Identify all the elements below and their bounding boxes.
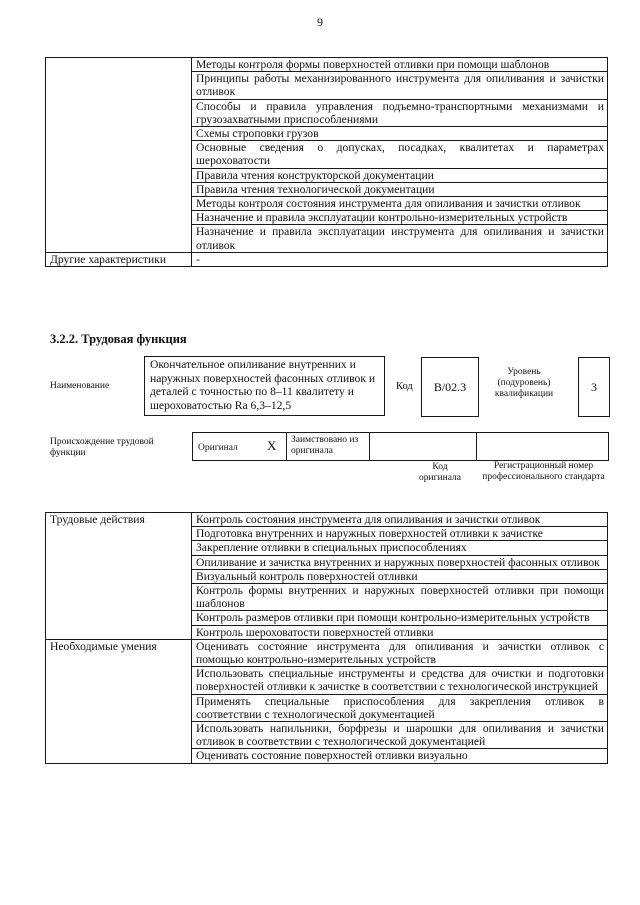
table-cell: Контроль шероховатости поверхностей отливки bbox=[192, 625, 608, 639]
table-row bbox=[46, 639, 608, 666]
table-cell: Методы контроля состояния инструмента для опиливания и зачистки отливок bbox=[192, 197, 608, 211]
table-cell: Закрепление отливки в специальных приспособлениях bbox=[192, 541, 608, 555]
row-label: Трудовые действия bbox=[46, 513, 192, 640]
table-cell: Методы контроля формы поверхностей отливки при помощи шаблонов bbox=[192, 58, 608, 72]
table-row bbox=[46, 58, 608, 72]
original-cell bbox=[193, 433, 287, 460]
table-cell: Схемы строповки грузов bbox=[192, 127, 608, 141]
origin-row bbox=[192, 432, 609, 461]
table-cell: Использовать напильники, борфрезы и шарошки для опиливания и зачистки отливок в соответствии с технологической документацией bbox=[192, 722, 608, 749]
function-code-value: B/02.3 bbox=[421, 357, 479, 417]
borrowed-cell bbox=[287, 433, 370, 460]
registration-number-cell bbox=[477, 433, 608, 460]
table-cell: Назначение и правила эксплуатации контрольно-измерительных устройств bbox=[192, 211, 608, 225]
labor-actions-table bbox=[45, 512, 608, 764]
row-label: Другие характеристики bbox=[46, 252, 192, 266]
table-cell: Контроль размеров отливки при помощи контрольно-измерительных устройств bbox=[192, 611, 608, 625]
table-cell: - bbox=[192, 252, 608, 266]
table-cell: Визуальный контроль поверхностей отливки bbox=[192, 569, 608, 583]
table-cell: Оценивать состояние инструмента для опиливания и зачистки отливок с помощью контрольно-измерительных устройств bbox=[192, 639, 608, 666]
registration-number-caption: Регистрационный номер профессионального стандарта bbox=[482, 461, 605, 482]
table-row bbox=[46, 252, 608, 266]
code-label: Код bbox=[396, 381, 413, 392]
table-cell: Правила чтения технологической документации bbox=[192, 182, 608, 196]
table-cell: Контроль формы внутренних и наружных поверхностей отливки при помощи шаблонов bbox=[192, 584, 608, 611]
table-row bbox=[46, 513, 608, 527]
table-cell: Способы и правила управления подъемно-транспортными механизмами и грузозахватными приспособлениями bbox=[192, 99, 608, 126]
origin-label: Происхождение трудовой функции bbox=[50, 437, 154, 458]
table-cell: Основные сведения о допусках, посадках, квалитетах и параметрах шероховатости bbox=[192, 141, 608, 168]
table-cell: Опиливание и зачистка внутренних и наружных поверхностей фасонных отливок bbox=[192, 555, 608, 569]
name-label: Наименование bbox=[50, 381, 110, 391]
table-cell: Контроль состояния инструмента для опиливания и зачистки отливок bbox=[192, 513, 608, 527]
original-mark: X bbox=[267, 438, 277, 453]
qualification-level-label: Уровень (подуровень) квалификации bbox=[494, 367, 554, 399]
table-cell: Правила чтения конструкторской документации bbox=[192, 168, 608, 182]
table-cell: Подготовка внутренних и наружных поверхностей отливки к зачистке bbox=[192, 527, 608, 541]
table-cell: Оценивать состояние поверхностей отливки визуально bbox=[192, 749, 608, 763]
row-label: Необходимые умения bbox=[46, 639, 192, 763]
section-heading: 3.2.2. Трудовая функция bbox=[50, 332, 187, 346]
table-cell: Принципы работы механизированного инструмента для опиливания и зачистки отливок bbox=[192, 72, 608, 99]
table-cell: Назначение и правила эксплуатации инструмента для опиливания и зачистки отливок bbox=[192, 225, 608, 252]
knowledge-table bbox=[45, 57, 608, 267]
function-name-value: Окончательное опиливание внутренних и наружных поверхностей фасонных отливок и деталей с точностью по 8–11 квалитету и шероховатостью Ra 6,3–12,5 bbox=[144, 356, 385, 416]
original-label: Оригинал bbox=[198, 443, 238, 453]
table-cell: Применять специальные приспособления для закрепления отливок в соответствии с технологической документацией bbox=[192, 694, 608, 721]
row-label bbox=[46, 58, 192, 253]
page-number: 9 bbox=[317, 15, 323, 29]
original-code-cell bbox=[370, 433, 477, 460]
table-cell: Использовать специальные инструменты и средства для очистки и подготовки поверхностей отливки к зачистке в соответствии с технологической инструкцией bbox=[192, 667, 608, 694]
borrowed-label: Заимствовано из оригинала bbox=[291, 435, 359, 456]
qualification-level-value: 3 bbox=[578, 357, 610, 417]
original-code-caption: Код оригинала bbox=[419, 462, 461, 483]
